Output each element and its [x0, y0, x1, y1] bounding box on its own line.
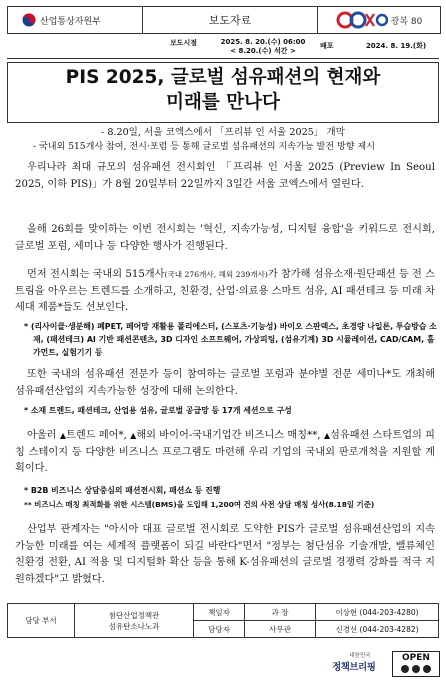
- paragraph-5-matching: 해외 바이어-국내기업간 비즈니스 매칭**,: [136, 430, 324, 441]
- liberation-80-logo: [318, 7, 440, 33]
- ministry-logo-block: [8, 7, 142, 33]
- footnote-business-matching: ** 비즈니스 매칭 최적화를 위한 시스템(BMS)을 도입해 1,200여 건의 사전 상담 매칭 성사(8.18일 기준): [24, 500, 375, 509]
- staff-contact: 신경선 (044-203-4282): [316, 621, 439, 638]
- liberation-80-emblem-icon: [336, 10, 388, 30]
- bullet-icon: ▲: [59, 431, 67, 440]
- bullet-icon: ▲: [323, 431, 331, 440]
- license-commercial-icon: [412, 665, 420, 673]
- paragraph-2: 올해 26회를 맞이하는 이번 전시회는 '혁신, 지속가능성, 디지털 융합'을 키워드로 전시회, 글로벌 포럼, 세미나 등 다양한 행사가 진행된다.: [15, 224, 435, 252]
- footnote-products: * (리사이클·생분해) 폐PET, 페어망 재활용 폴리에스터, (스포츠·기능성) 바이오 스판덱스, 초경량 나일론, 투습방습 소재, (패션테크) AI 기반 패션콘텐츠, 3D 디자인 소프트웨어, 가상피팅, (섬유기계) 3D 시뮬레이션, CAD/CAM, 홀가먼트, 실험기기 등: [24, 322, 437, 357]
- table-row: [8, 604, 439, 621]
- logo-caption: 대한민국: [349, 653, 371, 659]
- subtitle-2: - 국내외 515개사 참여, 전시·포럼 등 통해 글로벌 섬유패션의 지속가능 발전 방향 제시: [33, 142, 376, 152]
- distribution-label: 배포: [320, 42, 334, 50]
- document-type: 보도자료: [142, 7, 318, 33]
- paragraph-3-part-b: 가 참가해 섬유소재·원단패션 등 전 스트림을 아우르는 트렌드를 소개하고, 친환경, 산업·의료용 스마트 섬유, AI 패션테크 등 미래 차세대 제품*들도 선보인다.: [15, 269, 435, 313]
- paragraph-5-trend-fair: 트렌드 페어*,: [66, 430, 131, 441]
- paragraph-5: [15, 428, 435, 478]
- title-staff: 사무관: [245, 621, 316, 638]
- page-title: [8, 65, 438, 115]
- role-manager: 책임자: [194, 604, 245, 621]
- logo-wordmark: 정책브리핑: [332, 662, 376, 673]
- subtitle-1: - 8.20일, 서울 코엑스에서 「프리뷰 인 서울 2025」 개막: [101, 127, 345, 138]
- manager-contact: 이상현 (044-203-4280): [316, 604, 439, 621]
- title-line-1: PIS 2025, 글로벌 섬유패션의 현재와: [65, 67, 381, 88]
- open-license-badge: [392, 651, 440, 677]
- paragraph-3: [15, 267, 435, 317]
- embargo-info: [170, 37, 440, 59]
- footnote-trend-fair: * B2B 비즈니스 상담중심의 패션전시회, 패션쇼 등 진행: [24, 486, 221, 495]
- embargo-time: 2025. 8. 20.(수) 06:00: [220, 38, 306, 46]
- open-badge-text: OPEN: [402, 653, 430, 663]
- taegeuk-emblem-icon: [22, 13, 36, 27]
- subtitles: [7, 125, 439, 155]
- ministry-name: 산업통상자원부: [40, 16, 101, 27]
- korea-policy-briefing-logo: [332, 651, 388, 673]
- title-manager: 과 장: [245, 604, 316, 621]
- dept-office: 첨단산업정책관: [108, 610, 160, 620]
- title-line-2: 미래를 만나다: [166, 92, 280, 113]
- license-attribution-icon: [401, 665, 409, 673]
- paragraph-3-participants: (국내 276개사, 해외 239개사): [164, 270, 268, 279]
- paragraph-6: 산업부 관계자는 "아시아 대표 글로벌 전시회로 도약한 PIS가 글로벌 섬유패션산업의 지속가능한 미래를 여는 세계적 플랫폼이 되길 바란다"면서 "정부는 첨단섬유 기술개발, 밸류체인 친환경 전환, AI 적용 및 디지털화 확산 등을 통해 K-섬유패션의 글로벌 경쟁력 강화를 적극 지원하겠다"고 밝혔다.: [15, 524, 435, 585]
- divider: [7, 58, 439, 59]
- bullet-icon: ▲: [130, 431, 137, 440]
- paragraph-5-part-a: 아울러: [27, 430, 60, 441]
- paragraph-1: 우리나라 최대 규모의 섬유패션 전시회인 「프리뷰 인 서울 2025 (Preview In Seoul 2025, 이하 PIS)」가 8월 20일부터 22일까지 3일간 서울 코엑스에서 열린다.: [15, 162, 435, 190]
- dept-name: [75, 604, 194, 638]
- title-box: [7, 62, 439, 123]
- distribution-date: 2024. 8. 19.(화): [365, 42, 427, 50]
- paragraph-5-part-d: 섬유패션 스타트업의 피칭 스테이지 등 다양한 비즈니스 프로그램도 마련해 우리 기업의 국내외 판로개척을 지원할 계획이다.: [15, 430, 436, 474]
- dept-label: 담당 부서: [8, 604, 75, 638]
- embargo-edition: < 8.20.(수) 석간 >: [230, 47, 296, 55]
- contact-table: [7, 603, 439, 638]
- paragraph-4: 또한 국내의 섬유패션 전문가 등이 참여하는 글로벌 포럼과 분야별 전문 세미나*도 개최해 섬유패션산업의 지속가능한 성장에 대해 논의한다.: [15, 369, 435, 397]
- role-staff: 담당자: [194, 621, 245, 638]
- dept-division: 섬유탄소나노과: [108, 621, 160, 631]
- paragraph-3-part-a: 먼저 전시회는 국내외 515개사: [27, 269, 165, 280]
- footnote-seminars: * 소재 트렌드, 패션테크, 산업용 섬유, 글로벌 공급망 등 17개 세션으로 구성: [24, 406, 292, 415]
- press-release-header: [7, 6, 441, 34]
- license-change-icon: [423, 665, 431, 673]
- embargo-label: 보도시점: [170, 39, 198, 47]
- brand-text: 광복 80: [390, 16, 423, 27]
